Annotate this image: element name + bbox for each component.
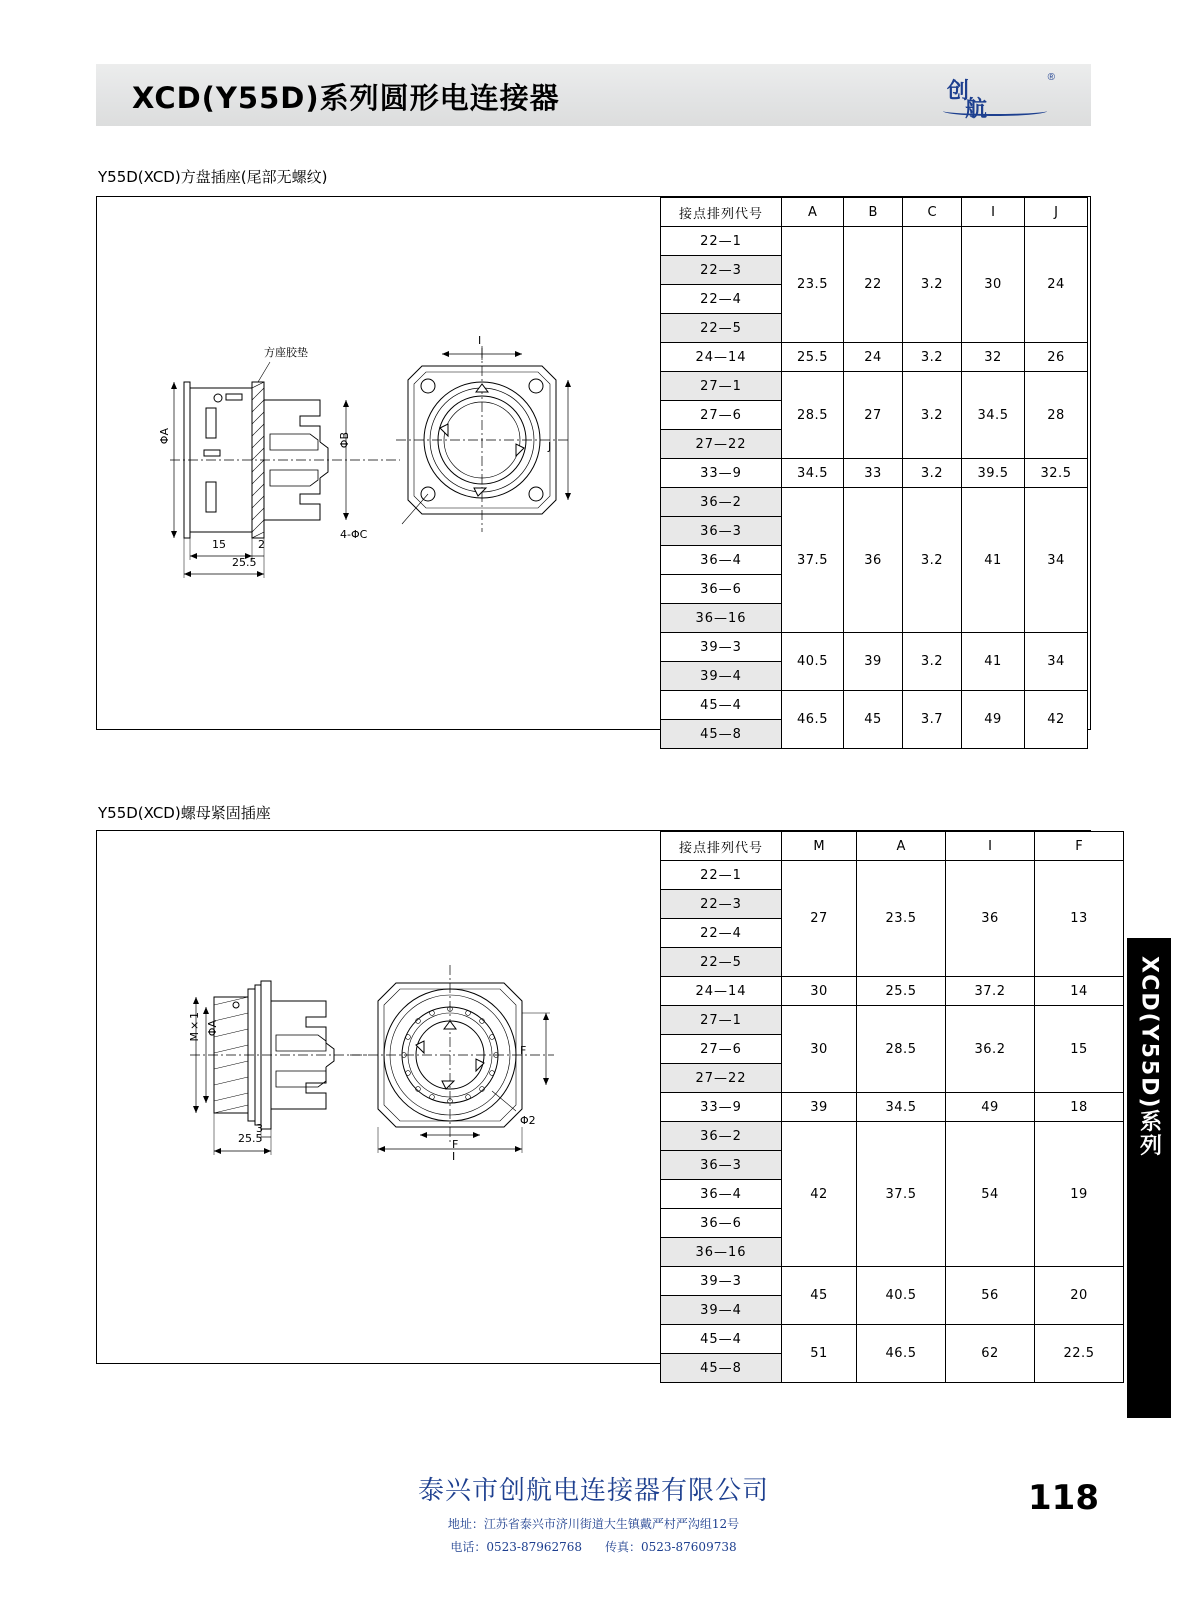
side-tab-label: XCD(Y55D)系列 xyxy=(1136,956,1162,1158)
table-header-cell: I xyxy=(946,832,1035,861)
contact-arrangement-code: 39—3 xyxy=(661,633,782,662)
table-value-cell: 22 xyxy=(844,227,903,343)
table-value-cell: 41 xyxy=(962,633,1025,691)
footer-address: 地址：江苏省泰兴市济川街道大生镇戴严村严沟组12号 xyxy=(447,1517,740,1531)
contact-arrangement-code: 33—9 xyxy=(661,1093,782,1122)
table-row xyxy=(661,488,1088,517)
contact-arrangement-code: 45—4 xyxy=(661,1325,782,1354)
table-value-cell: 34.5 xyxy=(857,1093,946,1122)
contact-arrangement-code: 36—2 xyxy=(661,488,782,517)
label-dim-25-5-1: 25.5 xyxy=(232,556,257,569)
footer-contact xyxy=(0,1538,1187,1555)
table-value-cell: 49 xyxy=(946,1093,1035,1122)
contact-arrangement-code: 27—1 xyxy=(661,1006,782,1035)
section-2-caption: Y55D(XCD)螺母紧固插座 xyxy=(98,804,271,822)
table-value-cell: 39 xyxy=(782,1093,857,1122)
contact-arrangement-code: 27—22 xyxy=(661,1064,782,1093)
contact-arrangement-code: 22—3 xyxy=(661,890,782,919)
contact-arrangement-code: 36—6 xyxy=(661,575,782,604)
table-value-cell: 62 xyxy=(946,1325,1035,1383)
contact-arrangement-code: 36—4 xyxy=(661,1180,782,1209)
table-value-cell: 27 xyxy=(782,861,857,977)
label-phi-b-1: ΦB xyxy=(338,432,351,449)
table-value-cell: 45 xyxy=(782,1267,857,1325)
table-value-cell: 13 xyxy=(1035,861,1124,977)
side-tab-series xyxy=(1127,938,1171,1418)
table-header-cell: J xyxy=(1025,198,1088,227)
table-header-cell: 接点排列代号 xyxy=(661,198,782,227)
table-value-cell: 39 xyxy=(844,633,903,691)
table-value-cell: 45 xyxy=(844,691,903,749)
table-value-cell: 30 xyxy=(782,977,857,1006)
contact-arrangement-code: 27—6 xyxy=(661,401,782,430)
contact-arrangement-code: 39—3 xyxy=(661,1267,782,1296)
page-number: 118 xyxy=(1028,1478,1099,1518)
table-value-cell: 49 xyxy=(962,691,1025,749)
table-value-cell: 28.5 xyxy=(782,372,844,459)
label-dim-15: 15 xyxy=(212,538,226,551)
table-row xyxy=(661,459,1088,488)
label-mark-f-right: F xyxy=(520,1044,527,1057)
table-value-cell: 46.5 xyxy=(782,691,844,749)
label-gasket: 方座胶垫 xyxy=(264,346,308,359)
table-row xyxy=(661,372,1088,401)
table-header-row xyxy=(661,198,1088,227)
table-header-cell: B xyxy=(844,198,903,227)
label-phi-2: Φ2 xyxy=(520,1114,536,1127)
contact-arrangement-code: 22—5 xyxy=(661,314,782,343)
label-mark-i-2: I xyxy=(452,1150,456,1163)
table-value-cell: 36.2 xyxy=(946,1006,1035,1093)
contact-arrangement-code: 36—6 xyxy=(661,1209,782,1238)
table-row xyxy=(661,1122,1124,1151)
table-header-cell: I xyxy=(962,198,1025,227)
company-logo xyxy=(939,72,1059,122)
contact-arrangement-code: 39—4 xyxy=(661,1296,782,1325)
label-mark-j-1: J xyxy=(548,440,552,453)
table-value-cell: 34.5 xyxy=(962,372,1025,459)
table-value-cell: 19 xyxy=(1035,1122,1124,1267)
table-value-cell: 28.5 xyxy=(857,1006,946,1093)
table-value-cell: 3.7 xyxy=(903,691,962,749)
contact-arrangement-code: 39—4 xyxy=(661,662,782,691)
contact-arrangement-code: 33—9 xyxy=(661,459,782,488)
table-row xyxy=(661,227,1088,256)
table-value-cell: 32 xyxy=(962,343,1025,372)
table-value-cell: 32.5 xyxy=(1025,459,1088,488)
table-row xyxy=(661,977,1124,1006)
contact-arrangement-code: 27—1 xyxy=(661,372,782,401)
table-value-cell: 42 xyxy=(782,1122,857,1267)
page-footer xyxy=(0,1470,1187,1555)
page-title: XCD(Y55D)系列圆形电连接器 xyxy=(132,81,560,115)
table-row xyxy=(661,633,1088,662)
table-value-cell: 3.2 xyxy=(903,343,962,372)
contact-arrangement-code: 45—4 xyxy=(661,691,782,720)
footer-company-name: 泰兴市创航电连接器有限公司 xyxy=(417,1476,769,1506)
label-thread-m: M×1 xyxy=(188,1012,201,1042)
contact-arrangement-code: 24—14 xyxy=(661,343,782,372)
table-value-cell: 36 xyxy=(946,861,1035,977)
table-value-cell: 36 xyxy=(844,488,903,633)
table-row xyxy=(661,861,1124,890)
table-value-cell: 14 xyxy=(1035,977,1124,1006)
contact-arrangement-code: 27—22 xyxy=(661,430,782,459)
table-value-cell: 24 xyxy=(844,343,903,372)
table-value-cell: 40.5 xyxy=(857,1267,946,1325)
contact-arrangement-code: 36—2 xyxy=(661,1122,782,1151)
table-header-cell: A xyxy=(857,832,946,861)
registered-mark-icon: ® xyxy=(1047,72,1055,83)
contact-arrangement-code: 36—3 xyxy=(661,517,782,546)
table-value-cell: 39.5 xyxy=(962,459,1025,488)
table-row xyxy=(661,691,1088,720)
table-header-cell: M xyxy=(782,832,857,861)
contact-arrangement-code: 22—3 xyxy=(661,256,782,285)
section-1-front-view-drawing xyxy=(382,340,582,540)
table-value-cell: 25.5 xyxy=(782,343,844,372)
table-value-cell: 30 xyxy=(782,1006,857,1093)
label-phi-a-1: ΦA xyxy=(158,428,171,445)
contact-arrangement-code: 45—8 xyxy=(661,1354,782,1383)
table-header-row xyxy=(661,832,1124,861)
table-header-cell: C xyxy=(903,198,962,227)
table-header-cell: F xyxy=(1035,832,1124,861)
section-1-side-view-drawing xyxy=(150,330,410,590)
contact-arrangement-code: 22—4 xyxy=(661,919,782,948)
table-value-cell: 15 xyxy=(1035,1006,1124,1093)
label-dim-2: 2 xyxy=(258,538,265,551)
footer-fax: 传真：0523-87609738 xyxy=(604,1540,737,1554)
section-1-caption: Y55D(XCD)方盘插座(尾部无螺纹) xyxy=(98,168,328,186)
table-value-cell: 23.5 xyxy=(857,861,946,977)
table-row xyxy=(661,343,1088,372)
table-value-cell: 51 xyxy=(782,1325,857,1383)
logo-char-1: 创 xyxy=(947,78,971,104)
table-value-cell: 41 xyxy=(962,488,1025,633)
table-value-cell: 34.5 xyxy=(782,459,844,488)
table-value-cell: 33 xyxy=(844,459,903,488)
table-value-cell: 56 xyxy=(946,1267,1035,1325)
contact-arrangement-code: 45—8 xyxy=(661,720,782,749)
contact-arrangement-code: 24—14 xyxy=(661,977,782,1006)
contact-arrangement-code: 36—16 xyxy=(661,604,782,633)
table-value-cell: 3.2 xyxy=(903,459,962,488)
contact-arrangement-code: 36—4 xyxy=(661,546,782,575)
table-value-cell: 23.5 xyxy=(782,227,844,343)
table-value-cell: 26 xyxy=(1025,343,1088,372)
table-value-cell: 27 xyxy=(844,372,903,459)
table-row xyxy=(661,1093,1124,1122)
footer-telephone: 电话：0523-87962768 xyxy=(450,1540,583,1554)
label-4-phi-c: 4-ΦC xyxy=(340,528,368,541)
label-dim-25-5-2: 25.5 xyxy=(238,1132,263,1145)
logo-swoosh-icon xyxy=(943,106,1047,116)
table-value-cell: 22.5 xyxy=(1035,1325,1124,1383)
table-value-cell: 28 xyxy=(1025,372,1088,459)
contact-arrangement-code: 22—1 xyxy=(661,861,782,890)
table-value-cell: 46.5 xyxy=(857,1325,946,1383)
label-mark-f-bottom: F xyxy=(452,1138,459,1151)
section-2-front-view-drawing xyxy=(340,955,580,1155)
table-value-cell: 40.5 xyxy=(782,633,844,691)
table-row xyxy=(661,1267,1124,1296)
table-value-cell: 37.5 xyxy=(857,1122,946,1267)
table-value-cell: 3.2 xyxy=(903,372,962,459)
table-value-cell: 3.2 xyxy=(903,488,962,633)
label-phi-a-2: ΦA xyxy=(206,1020,219,1037)
table-value-cell: 30 xyxy=(962,227,1025,343)
table-value-cell: 3.2 xyxy=(903,227,962,343)
table-value-cell: 34 xyxy=(1025,633,1088,691)
table-value-cell: 24 xyxy=(1025,227,1088,343)
table-value-cell: 3.2 xyxy=(903,633,962,691)
table-row xyxy=(661,1325,1124,1354)
table-header-cell: 接点排列代号 xyxy=(661,832,782,861)
table-value-cell: 25.5 xyxy=(857,977,946,1006)
contact-arrangement-code: 36—16 xyxy=(661,1238,782,1267)
contact-arrangement-code: 22—5 xyxy=(661,948,782,977)
section-2-spec-table xyxy=(660,831,1124,1383)
logo-char-2: 航 xyxy=(965,96,989,122)
table-value-cell: 18 xyxy=(1035,1093,1124,1122)
table-value-cell: 42 xyxy=(1025,691,1088,749)
table-row xyxy=(661,1006,1124,1035)
contact-arrangement-code: 22—1 xyxy=(661,227,782,256)
contact-arrangement-code: 22—4 xyxy=(661,285,782,314)
label-mark-i-1: I xyxy=(478,334,482,347)
table-header-cell: A xyxy=(782,198,844,227)
contact-arrangement-code: 36—3 xyxy=(661,1151,782,1180)
section-1-spec-table xyxy=(660,197,1088,749)
table-value-cell: 20 xyxy=(1035,1267,1124,1325)
contact-arrangement-code: 27—6 xyxy=(661,1035,782,1064)
page-header xyxy=(96,64,1091,126)
table-value-cell: 37.5 xyxy=(782,488,844,633)
label-dim-3: 3 xyxy=(256,1122,263,1135)
table-value-cell: 54 xyxy=(946,1122,1035,1267)
table-value-cell: 34 xyxy=(1025,488,1088,633)
table-value-cell: 37.2 xyxy=(946,977,1035,1006)
